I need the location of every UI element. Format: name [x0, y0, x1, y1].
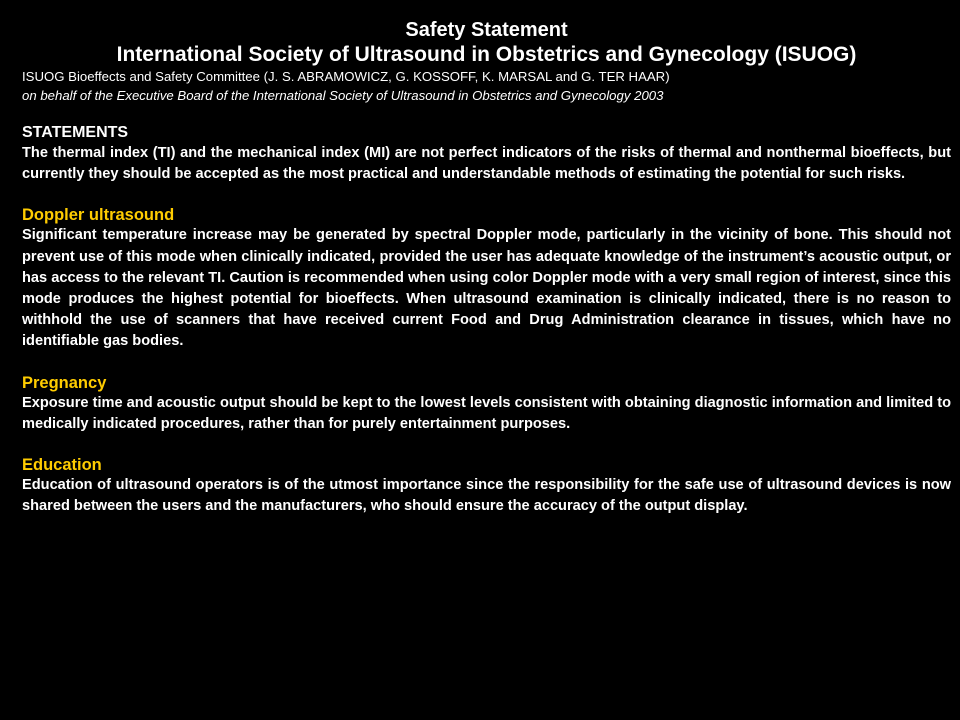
organization-name: International Society of Ultrasound in Obstetrics and Gynecology (ISUOG) [116, 43, 857, 66]
section-education [22, 455, 951, 517]
section-body-statements: The thermal index (TI) and the mechanical index (MI) are not perfect indicators of the risks of thermal and nonthermal bioeffects, but currently they should be accepted as the most practical and understandable methods of estimating the potential for such risks. [22, 145, 951, 183]
on-behalf-line: on behalf of the Executive Board of the International Society of Ultrasound in Obstetrics and Gynecology 2003 [22, 88, 664, 103]
section-statements [22, 123, 951, 185]
section-heading-statements: STATEMENTS [22, 124, 129, 141]
section-heading-education: Education [22, 456, 102, 475]
section-pregnancy [22, 373, 951, 435]
section-body-doppler-ultrasound: Significant temperature increase may be generated by spectral Doppler mode, particularly in the vicinity of bone. This should not prevent use of this mode when clinically indicated, provided the user has adequate knowledge of the instrument’s acoustic output, or has access to the relevant TI. Caution is recommended when using color Doppler mode with a very small region of interest, since this mode produces the highest potential for bioeffects. When ultrasound examination is clinically indicated, there is no reason to withhold the use of scanners that have received current Food and Drug Administration clearance in tissues, which have no identifiable gas bodies. [22, 227, 951, 350]
section-heading-doppler-ultrasound: Doppler ultrasound [22, 206, 175, 225]
section-heading-pregnancy: Pregnancy [22, 373, 107, 392]
section-body-pregnancy: Exposure time and acoustic output should be kept to the lowest levels consistent with obtaining diagnostic information and limited to medically indicated procedures, rather than for purely entertainment purposes. [22, 394, 951, 432]
section-doppler-ultrasound [22, 205, 951, 352]
section-body-education: Education of ultrasound operators is of the utmost importance since the responsibility for the safe use of ultrasound devices is now shared between the users and the manufacturers, who should ensure the accuracy of the output display. [22, 477, 951, 515]
safety-statement-slide [22, 18, 951, 517]
committee-line: ISUOG Bioeffects and Safety Committee (J. S. ABRAMOWICZ, G. KOSSOFF, K. MARSAL and G. TER HAAR) [22, 69, 670, 84]
slide-title: Safety Statement [405, 19, 568, 41]
